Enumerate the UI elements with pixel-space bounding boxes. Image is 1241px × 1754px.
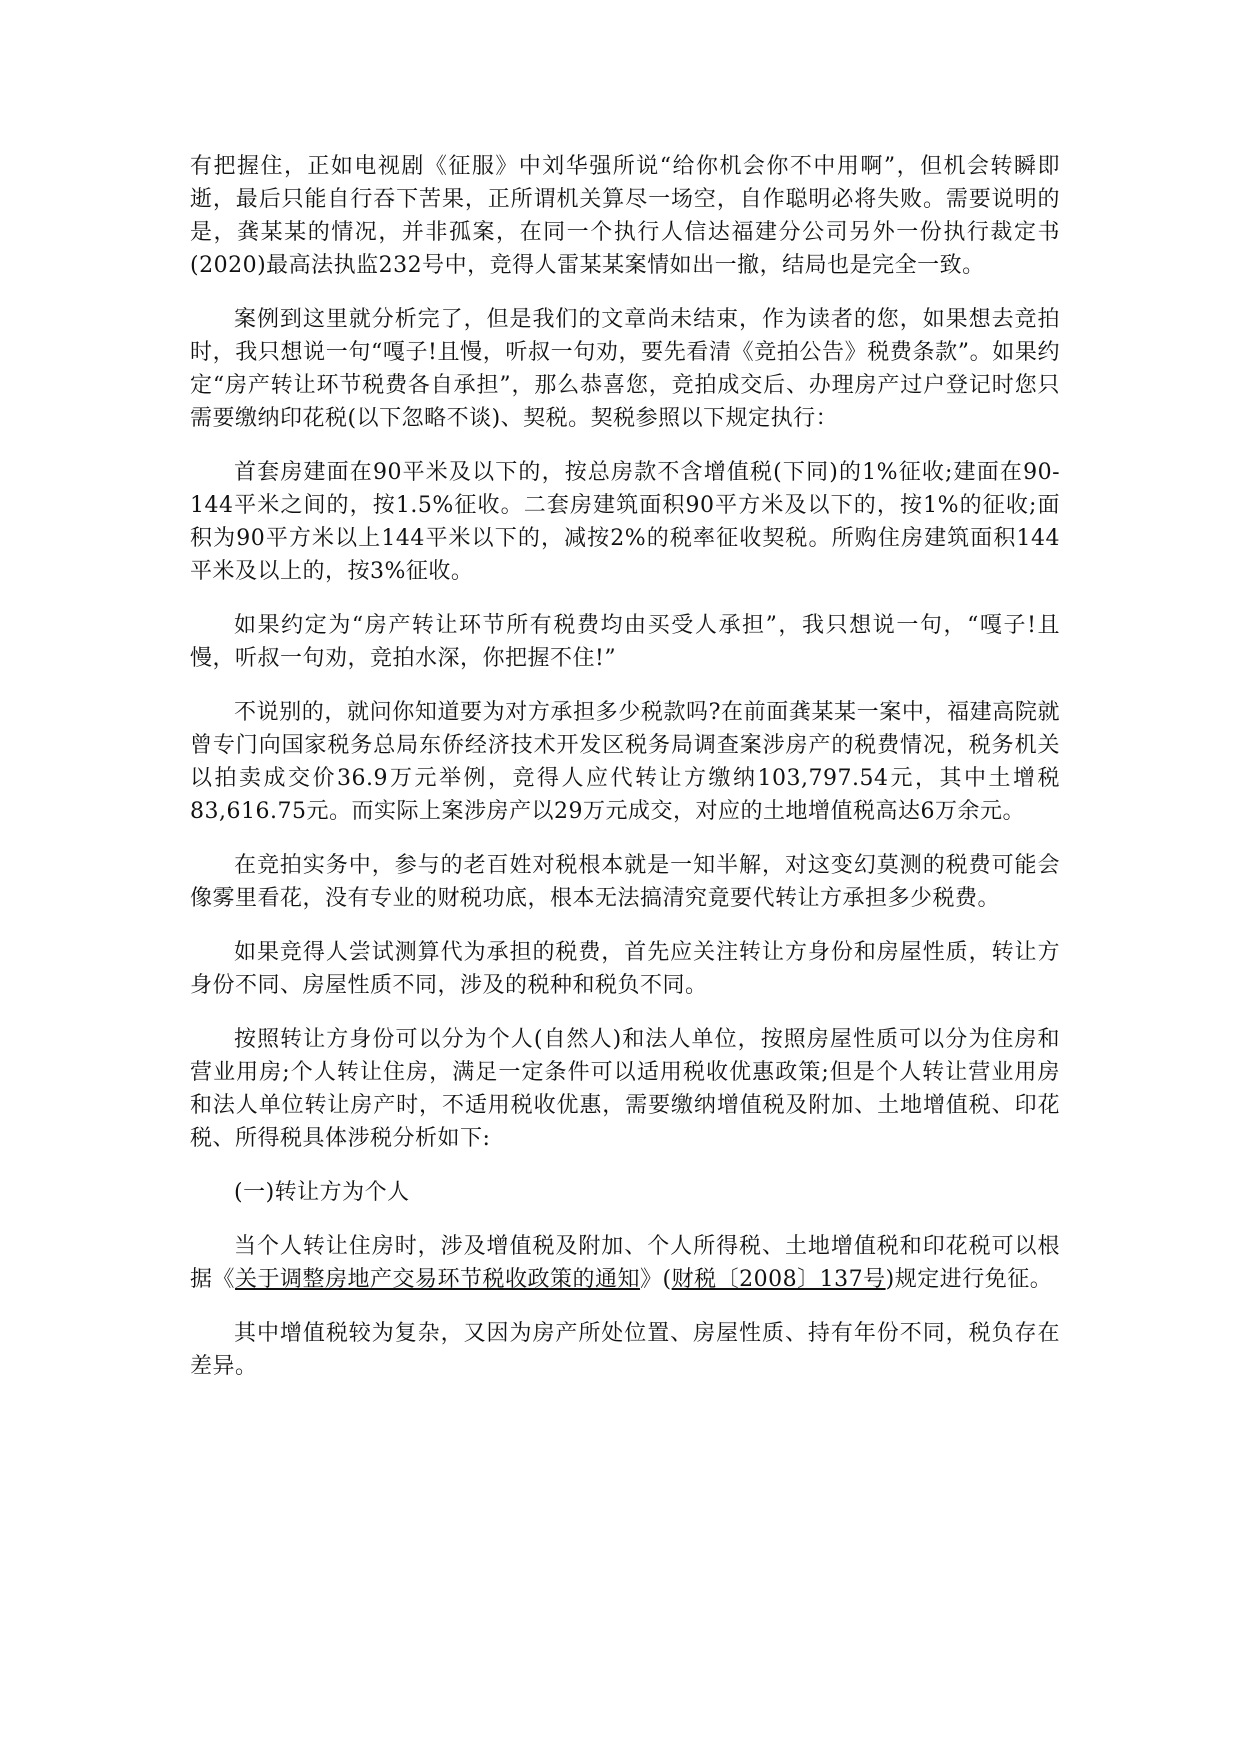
paragraph-10 xyxy=(190,1230,1060,1296)
paragraph-4: 如果约定为“房产转让环节所有税费均由买受人承担”，我只想说一句，“嘎子!且慢，听叔一句劝，竞拍水深，你把握不住!” xyxy=(190,613,1060,671)
paragraph-3: 首套房建面在90平米及以下的，按总房款不含增值税(下同)的1%征收;建面在90-144平米之间的，按1.5%征收。二套房建筑面积90平方米及以下的，按1%的征收;面积为90平方米以上144平米以下的，减按2%的税率征收契税。所购住房建筑面积144平米及以上的，按3%征收。 xyxy=(190,460,1060,584)
policy-number-link[interactable]: 财税〔2008〕137号 xyxy=(671,1267,886,1292)
paragraph-1: 有把握住，正如电视剧《征服》中刘华强所说“给你机会你不中用啊”，但机会转瞬即逝，最后只能自行吞下苦果，正所谓机关算尽一场空，自作聪明必将失败。需要说明的是，龚某某的情况，并非孤案，在同一个执行人信达福建分公司另外一份执行裁定书(2020)最高法执监232号中，竞得人雷某某案情如出一撤，结局也是完全一致。 xyxy=(190,154,1060,278)
document-page xyxy=(190,150,1060,1404)
policy-notice-link[interactable]: 关于调整房地产交易环节税收政策的通知 xyxy=(235,1267,641,1292)
paragraph-6: 在竞拍实务中，参与的老百姓对税根本就是一知半解，对这变幻莫测的税费可能会像雾里看花，没有专业的财税功底，根本无法搞清究竟要代转让方承担多少税费。 xyxy=(190,853,1060,911)
paragraph-2: 案例到这里就分析完了，但是我们的文章尚未结束，作为读者的您，如果想去竞拍时，我只想说一句“嘎子!且慢，听叔一句劝，要先看清《竞拍公告》税费条款”。如果约定“房产转让环节税费各自承担”，那么恭喜您，竞拍成交后、办理房产过户登记时您只需要缴纳印花税(以下忽略不谈)、契税。契税参照以下规定执行： xyxy=(190,307,1060,431)
paragraph-10-text-before: 当个人转让住房时，涉及增值税及附加、个人所得税、土地增值税和印花税可以根据《 xyxy=(190,1234,1060,1292)
paragraph-8: 按照转让方身份可以分为个人(自然人)和法人单位，按照房屋性质可以分为住房和营业用房;个人转让住房，满足一定条件可以适用税收优惠政策;但是个人转让营业用房和法人单位转让房产时，不适用税收优惠，需要缴纳增值税及附加、土地增值税、印花税、所得税具体涉税分析如下: xyxy=(190,1027,1060,1151)
paragraph-5: 不说别的，就问你知道要为对方承担多少税款吗?在前面龚某某一案中，福建高院就曾专门向国家税务总局东侨经济技术开发区税务局调查案涉房产的税费情况，税务机关以拍卖成交价36.9万元举例，竞得人应代转让方缴纳103,797.54元，其中土增税83,616.75元。而实际上案涉房产以29万元成交，对应的土地增值税高达6万余元。 xyxy=(190,700,1060,824)
paragraph-11: 其中增值税较为复杂，又因为房产所处位置、房屋性质、持有年份不同，税负存在差异。 xyxy=(190,1321,1060,1379)
paragraph-7: 如果竞得人尝试测算代为承担的税费，首先应关注转让方身份和房屋性质，转让方身份不同、房屋性质不同，涉及的税种和税负不同。 xyxy=(190,940,1060,998)
paragraph-10-text-middle: 》( xyxy=(640,1267,672,1292)
paragraph-10-text-after: )规定进行免征。 xyxy=(885,1267,1053,1292)
section-heading: (一)转让方为个人 xyxy=(234,1180,410,1205)
